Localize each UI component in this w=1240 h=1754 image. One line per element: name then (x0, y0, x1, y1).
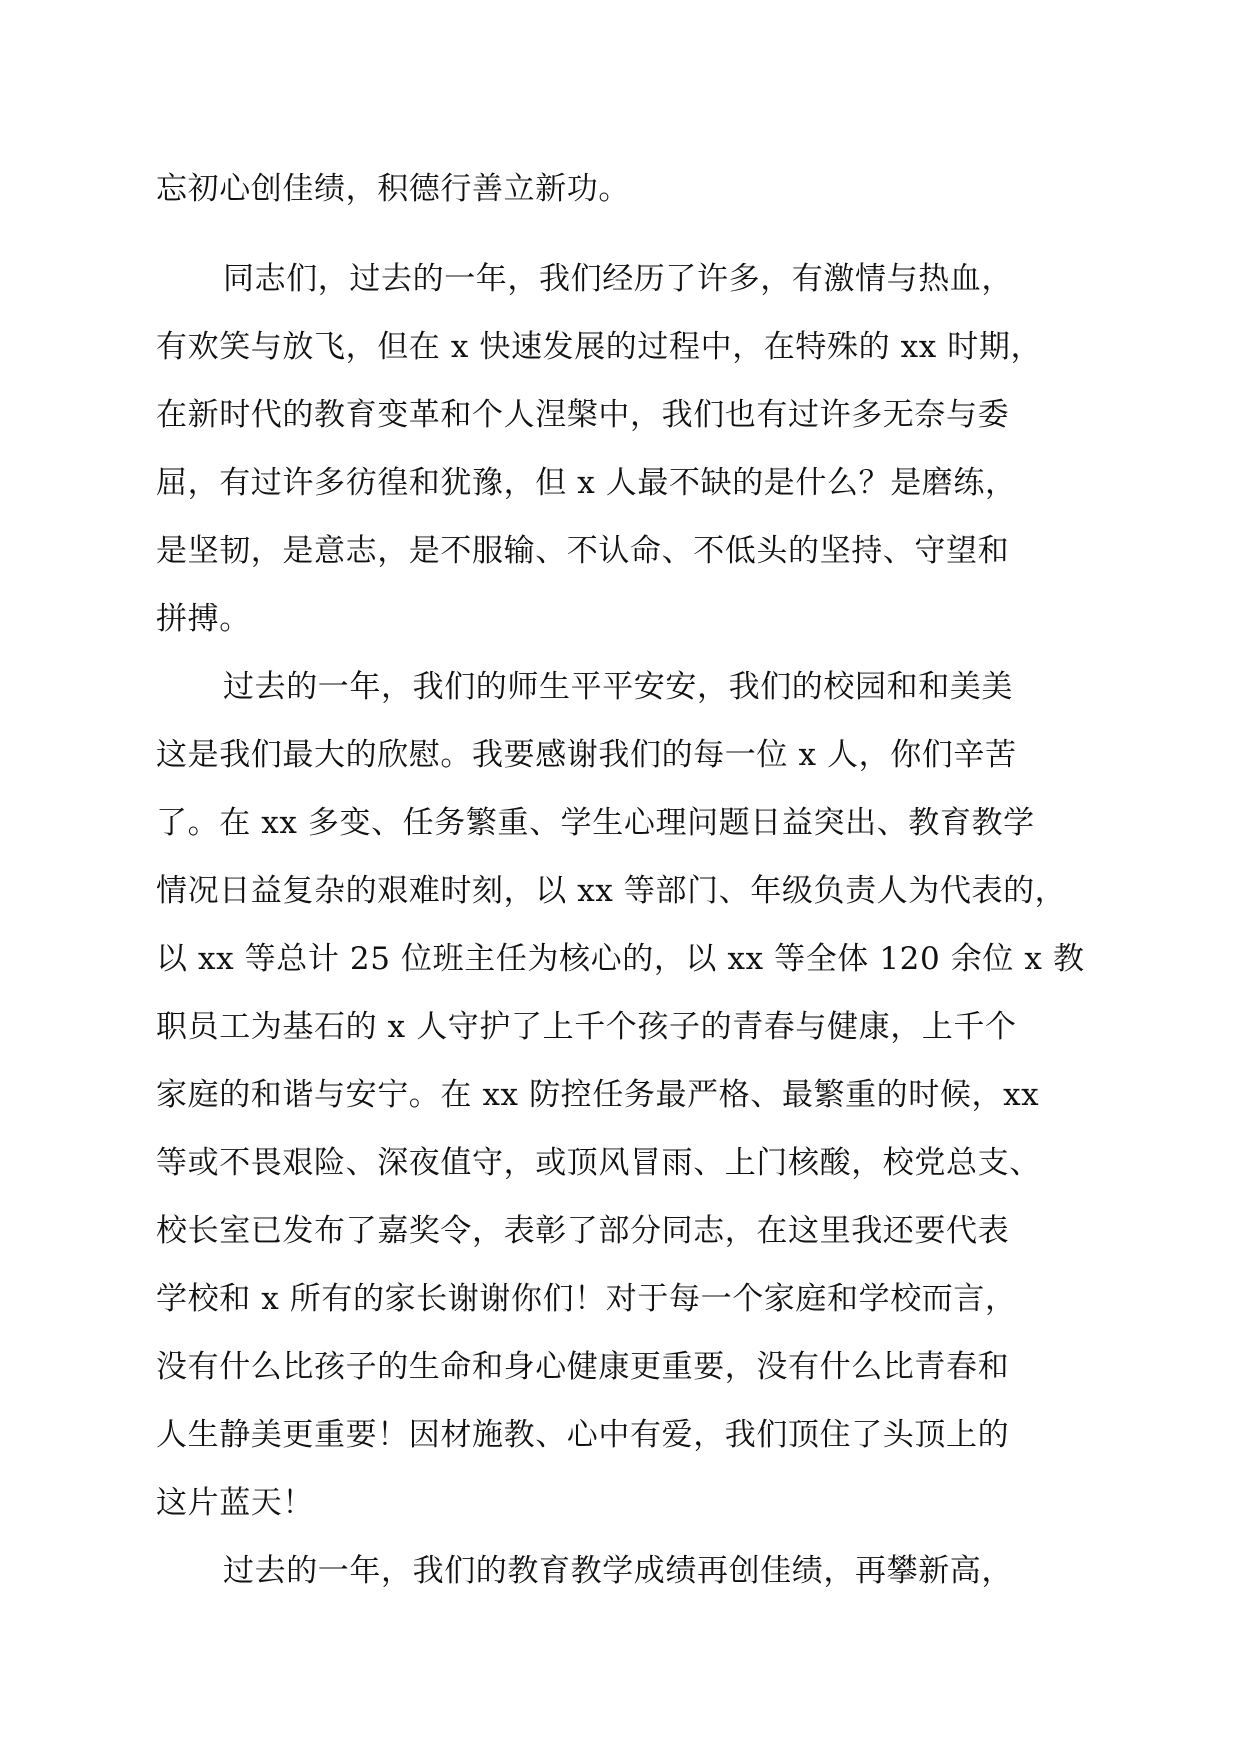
text-line: 过去的一年，我们的教育教学成绩再创佳绩，再攀新高， (223, 1553, 1013, 1589)
text-line: 校长室已发布了嘉奖令，表彰了部分同志，在这里我还要代表 (156, 1213, 1010, 1249)
text-line: 等或不畏艰险、深夜值守，或顶风冒雨、上门核酸，校党总支、 (156, 1145, 1041, 1181)
text-line: 在新时代的教育变革和个人涅槃中，我们也有过许多无奈与委 (156, 397, 1010, 433)
text-line: 过去的一年，我们的师生平平安安，我们的校园和和美美 (223, 669, 1013, 705)
text-line: 了。在 xx 多变、任务繁重、学生心理问题日益突出、教育教学 (156, 805, 1035, 841)
text-line: 忘初心创佳绩，积德行善立新功。 (156, 171, 630, 207)
text-line: 家庭的和谐与安宁。在 xx 防控任务最严格、最繁重的时候，xx (156, 1077, 1040, 1113)
text-line: 没有什么比孩子的生命和身心健康更重要，没有什么比青春和 (156, 1349, 1010, 1385)
text-line: 拼搏。 (156, 601, 251, 637)
text-line: 这是我们最大的欣慰。我要感谢我们的每一位 x 人，你们辛苦 (156, 737, 1017, 773)
text-line: 屈，有过许多彷徨和犹豫，但 x 人最不缺的是什么？是磨练， (156, 465, 1017, 501)
text-line: 这片蓝天！ (156, 1485, 314, 1521)
text-line: 同志们，过去的一年，我们经历了许多，有激情与热血， (223, 261, 1013, 297)
text-line: 以 xx 等总计 25 位班主任为核心的，以 xx 等全体 120 余位 x 教 (156, 941, 1085, 977)
text-line: 职员工为基石的 x 人守护了上千个孩子的青春与健康，上千个 (156, 1009, 1017, 1045)
text-line: 学校和 x 所有的家长谢谢你们！对于每一个家庭和学校而言， (156, 1281, 1017, 1317)
text-line: 是坚韧，是意志，是不服输、不认命、不低头的坚持、守望和 (156, 533, 1010, 569)
text-line: 有欢笑与放飞，但在 x 快速发展的过程中，在特殊的 xx 时期， (156, 329, 1043, 365)
text-line: 情况日益复杂的艰难时刻，以 xx 等部门、年级负责人为代表的， (156, 873, 1067, 909)
text-line: 人生静美更重要！因材施教、心中有爱，我们顶住了头顶上的 (156, 1417, 1010, 1453)
